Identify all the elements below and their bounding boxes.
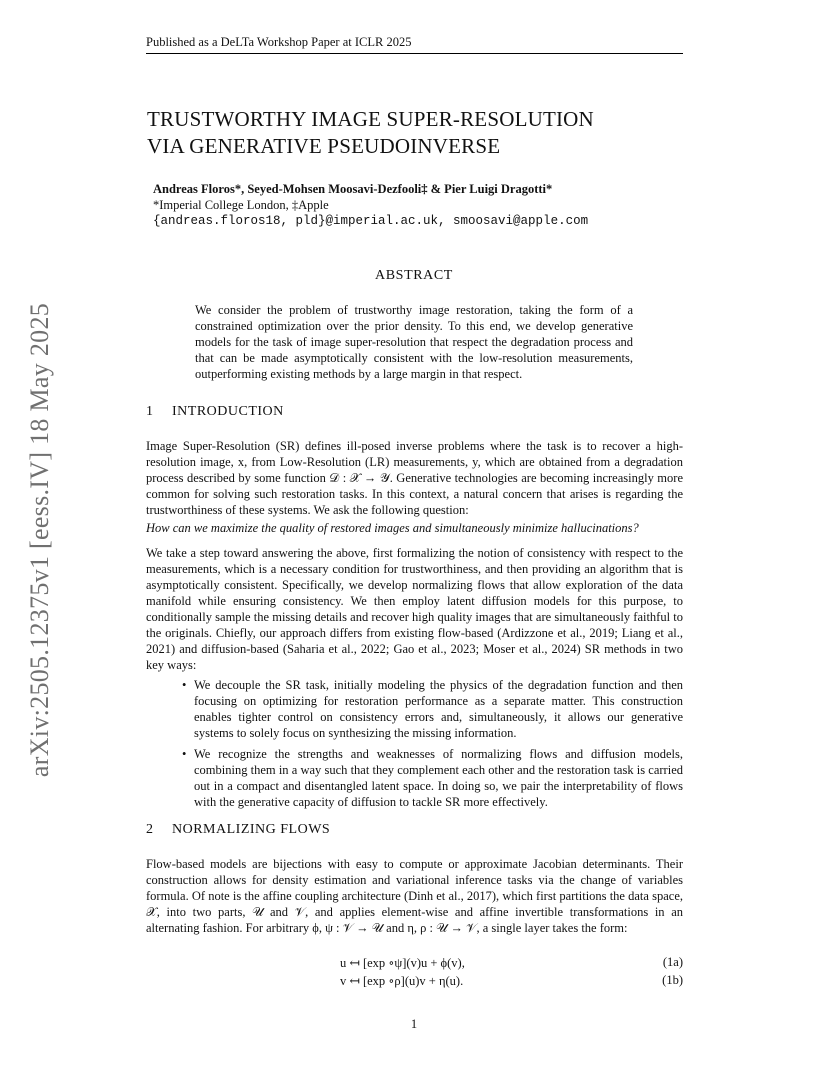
section-1-heading (146, 404, 284, 420)
abstract-heading: ABSTRACT (375, 268, 453, 283)
section-number: 2 (146, 822, 154, 837)
abstract-text: We consider the problem of trustworthy image restoration, taking the form of a constrained optimization over the prior density. To this end, we develop generative models for the task of image super-resolution that respect the degradation process and that can be made asymptotically consistent with the low-resolution measurements, outperforming existing methods by a large margin in that respect. (195, 303, 633, 381)
intro-paragraph-2: We take a step toward answering the above, first formalizing the notion of consistency with respect to the measurements, which is a necessary condition for trustworthiness, and then providing an algorithm that is asymptotically consistent. Specifically, we develop normalizing flows that allow exploration of the data manifold while ensuring consistency. We then employ latent diffusion models for this purpose, to conditionally sample the missing details and recover high quality images that are simultaneously faithful to the originals. Chiefly, our approach differs from existing flow-based (Ardizzone et al., 2019; Liang et al., 2021) and diffusion-based (Saharia et al., 2022; Gao et al., 2023; Moser et al., 2024) SR methods in two key ways: (146, 546, 683, 672)
bullet-icon: • (182, 678, 187, 692)
header-rule (146, 53, 683, 54)
flows-paragraph: Flow-based models are bijections with easy to compute or approximate Jacobian determinants. Their construction allows for density estimation and variational inference tasks via the change of variables formula. Of note is the affine coupling architecture (Dinh et al., 2017), which first partitions the data space, 𝒳, into two parts, 𝒰 and 𝒱, and applies element-wise and affine invertible transformations in an alternating fashion. For arbitrary ϕ, ψ : 𝒱 → 𝒰 and η, ρ : 𝒰 → 𝒱, a single layer takes the form: (146, 857, 683, 935)
section-title: INTRODUCTION (172, 404, 284, 419)
section-title: NORMALIZING FLOWS (172, 822, 331, 837)
section-2-heading (146, 822, 330, 838)
list-item-text: We recognize the strengths and weaknesses of normalizing flows and diffusion models, combining them in a way such that they complement each other and the restoration task is carried out in a compact and disentangled latent space. In doing so, we pair the interpretability of flows with the generative capacity of diffusion to tackle SR more effectively. (194, 747, 683, 809)
paper-title (147, 106, 707, 160)
title-line-1: TRUSTWORTHY IMAGE SUPER-RESOLUTION (147, 107, 594, 131)
affiliations: *Imperial College London, ‡Apple (153, 198, 329, 212)
equation-1b: v ↤ [exp ∘ρ](u)v + η(u). (340, 974, 464, 988)
bullet-icon: • (182, 747, 187, 761)
list-item-text: We decouple the SR task, initially modeling the physics of the degradation function and then focusing on optimizing for restoration performance as a separate matter. This construction enables tighter control on consistency errors and, simultaneously, it allows our generative systems to solely focus on synthesizing the missing information. (194, 678, 683, 740)
equation-1a: u ↤ [exp ∘ψ](v)u + ϕ(v), (340, 956, 465, 970)
list-item (178, 746, 683, 810)
page-number: 1 (410, 1017, 418, 1031)
arxiv-stamp: arXiv:2505.12375v1 [eess.IV] 18 May 2025 (25, 302, 54, 778)
author-emails: {andreas.floros18, pld}@imperial.ac.uk, smoosavi@apple.com (153, 214, 589, 228)
list-item (178, 677, 683, 741)
equation-label-1b: (1b) (662, 973, 683, 987)
running-header: Published as a DeLTa Workshop Paper at ICLR 2025 (146, 35, 412, 49)
author-list: Andreas Floros*, Seyed-Mohsen Moosavi-Dezfooli‡ & Pier Luigi Dragotti* (153, 182, 553, 196)
intro-paragraph-1: Image Super-Resolution (SR) defines ill-posed inverse problems where the task is to recover a high-resolution image, x, from Low-Resolution (LR) measurements, y, which are obtained from a degradation process described by some function 𝒟 : 𝒳 → 𝒴. Generative technologies are becoming increasingly more common for solving such restoration tasks. In this context, a natural concern that arises is regarding the trustworthiness of these systems. We ask the following question: (146, 439, 683, 517)
contribution-list (178, 677, 683, 815)
title-line-2: VIA GENERATIVE PSEUDOINVERSE (147, 134, 501, 158)
research-question: How can we maximize the quality of restored images and simultaneously minimize hallucinations? (146, 521, 639, 535)
equation-label-1a: (1a) (662, 955, 683, 969)
section-number: 1 (146, 404, 154, 419)
